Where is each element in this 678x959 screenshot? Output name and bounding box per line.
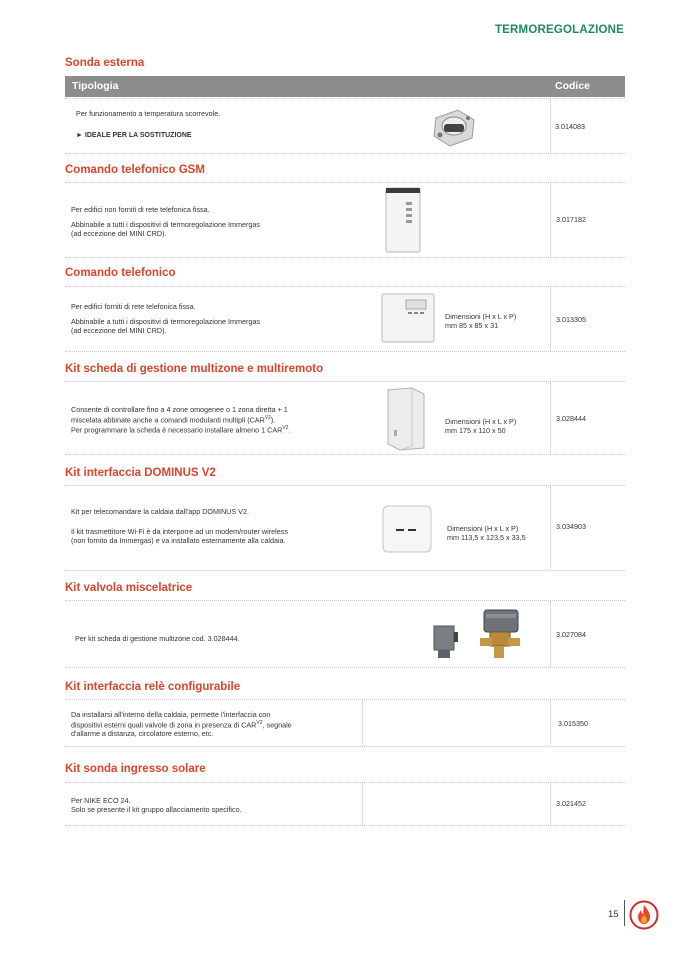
description-line-end: , segnale: [262, 720, 292, 730]
description-line: Da installarsi all'interno della caldaia, permette l'interfaccia con: [71, 710, 271, 719]
page-number: 15: [608, 909, 619, 920]
product-dimensions: [445, 312, 516, 330]
product-description: [71, 302, 260, 335]
column-divider: [362, 783, 363, 825]
description-line: (ad eccezione del MINI CRD).: [71, 326, 167, 335]
description-line: Per programmare la scheda è necessario installare almeno 1 CAR: [71, 425, 283, 435]
product-code: 3.028444: [556, 414, 586, 423]
multizone-board-image: [382, 386, 428, 452]
dimensions-value: mm 175 x 110 x 50: [445, 426, 506, 435]
dominus-interface-image: [381, 504, 433, 554]
dimensions-label: Dimensioni (H x L x P): [445, 417, 517, 426]
product-description: [71, 205, 260, 238]
section-title-comando-telefonico: Comando telefonico: [65, 267, 176, 279]
product-code: 3.021452: [556, 799, 586, 808]
mixing-valve-image: [430, 606, 524, 664]
description-line: Per NIKE ECO 24.: [71, 796, 131, 805]
description-line: Abbinabile a tutti i dispositivi di termoregolazione Immergas: [71, 317, 260, 326]
section-title-valvola: Kit valvola miscelatrice: [65, 582, 193, 594]
product-code: 3.015350: [558, 719, 588, 728]
table-header: [65, 76, 625, 97]
column-divider: [362, 700, 363, 746]
column-divider: [550, 99, 551, 153]
section-title-gsm: Comando telefonico GSM: [65, 164, 205, 176]
page-section-header: TERMOREGOLAZIONE: [494, 24, 624, 36]
product-code: 3.013305: [556, 315, 586, 324]
product-description: [71, 507, 288, 545]
section-title-sonda-esterna: Sonda esterna: [65, 57, 145, 69]
description-line: dispositivi esterni quali valvole di zona in presenza di CAR: [71, 720, 257, 730]
version-superscript: V2: [264, 415, 271, 421]
description-line: Abbinabile a tutti i dispositivi di termoregolazione Immergas: [71, 220, 260, 229]
product-code: 3.014083: [555, 122, 585, 131]
description-line: Per funzionamento a temperatura scorrevole.: [76, 109, 221, 118]
description-line: Il kit trasmettitore Wi-Fi è da interporre ad un modem/router wireless: [71, 527, 288, 536]
section-title-sonda-solare: Kit sonda ingresso solare: [65, 763, 206, 775]
outdoor-probe-image: [428, 104, 480, 150]
description-line-end: ).: [270, 415, 276, 425]
product-description: [71, 796, 242, 814]
replacement-note: ► IDEALE PER LA SOSTITUZIONE: [76, 132, 192, 139]
brand-flame-logo: [629, 900, 659, 930]
product-description: [71, 405, 290, 435]
column-divider: [550, 601, 551, 667]
column-divider: [550, 486, 551, 570]
description-line: (non fornito da Immergas) e va installato esternamente alla caldaia.: [71, 536, 286, 545]
dimensions-value: mm 113,5 x 123,5 x 33,5: [447, 533, 526, 542]
section-title-multizone: Kit scheda di gestione multizone e multiremoto: [65, 363, 324, 375]
description-line: Per kit scheda di gestione multizone cod. 3.028444.: [75, 634, 240, 643]
description-line: Solo se presente il kit gruppo allacciamento specifico.: [71, 805, 242, 814]
product-code: 3.034903: [556, 522, 586, 531]
product-code: 3.017182: [556, 215, 586, 224]
column-header-code: Codice: [555, 80, 591, 92]
section-title-dominus: Kit interfaccia DOMINUS V2: [65, 467, 216, 479]
column-divider: [550, 382, 551, 454]
description-line-end: .: [288, 425, 291, 435]
description-line: miscelata abbinate anche a comandi modulanti multipli (CAR: [71, 415, 265, 425]
version-superscript: V2: [282, 425, 289, 432]
product-description: [71, 710, 292, 738]
product-dimensions: [445, 417, 516, 435]
footer-divider: [624, 900, 625, 926]
column-divider: [550, 700, 551, 746]
dimensions-value: mm 85 x 85 x 31: [445, 321, 499, 330]
product-description: [76, 109, 220, 140]
product-code: 3.027084: [556, 630, 586, 639]
description-line: Per edifici non forniti di rete telefonica fissa.: [71, 205, 210, 214]
section-title-rele: Kit interfaccia relè configurabile: [65, 681, 241, 693]
description-line: (ad eccezione del MINI CRD).: [71, 229, 167, 238]
telephone-control-image: [380, 292, 436, 344]
dimensions-label: Dimensioni (H x L x P): [447, 524, 519, 533]
column-header-type: Tipologia: [72, 80, 119, 92]
product-description: [75, 634, 240, 643]
description-line: Per edifici forniti di rete telefonica fissa.: [71, 302, 196, 311]
column-divider: [550, 783, 551, 825]
dimensions-label: Dimensioni (H x L x P): [445, 312, 517, 321]
description-line: d'allarme a distanza, circolatore esterno, etc.: [71, 729, 214, 739]
description-line: Kit per telecomandare la caldaia dall'app DOMINUS V2.: [71, 507, 249, 516]
gsm-module-image: [384, 186, 422, 254]
version-superscript: V2: [256, 720, 263, 726]
column-divider: [550, 287, 551, 351]
product-dimensions: [447, 524, 526, 542]
column-divider: [550, 183, 551, 257]
description-line: Consente di controllare fino a 4 zone omogenee o 1 zona diretta + 1: [71, 405, 288, 414]
